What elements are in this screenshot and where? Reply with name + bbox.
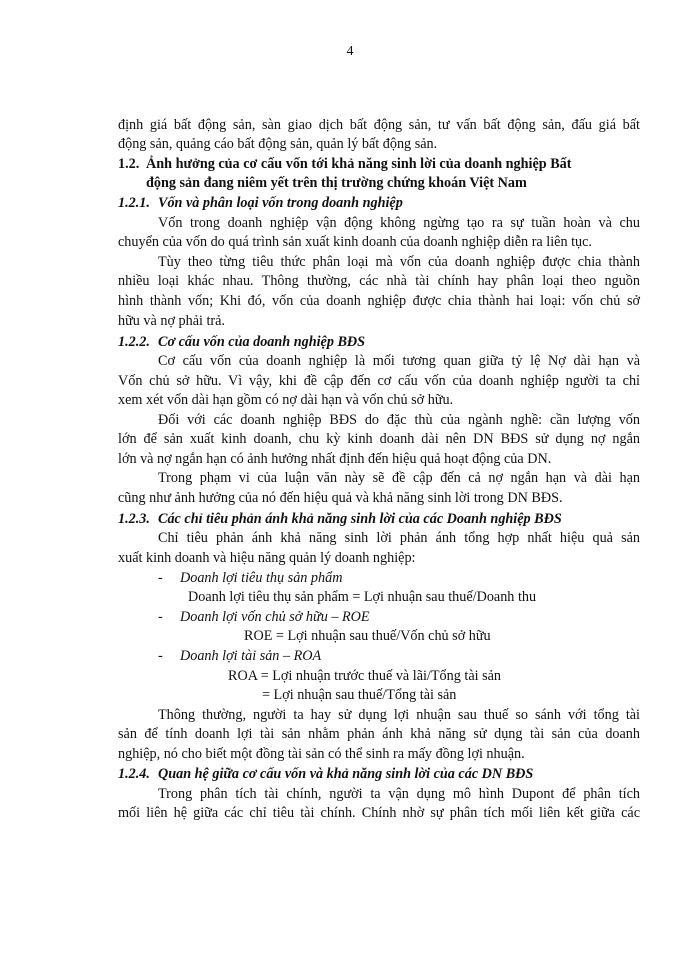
page-number: 4	[346, 44, 354, 59]
paragraph-line: lớn để sản xuất kinh doanh, chu kỳ kinh doanh dài nên DN BĐS sử dụng nợ ngắn	[118, 431, 640, 447]
section-number: 1.2.	[118, 156, 140, 172]
paragraph-line: mối liên hệ giữa các chỉ tiêu tài chính. Chính nhờ sự phân tích mối liên kết giữa các	[118, 805, 640, 821]
section-heading-1-2-cont: động sản đang niêm yết trên thị trường chứng khoán Việt Nam	[146, 175, 527, 191]
bullet-dash: -	[158, 609, 163, 625]
subsection-number: 1.2.1.	[118, 195, 150, 211]
bullet-dash: -	[158, 648, 163, 664]
formula-line: ROA = Lợi nhuận trước thuế và lãi/Tổng tài sản	[228, 668, 502, 684]
formula-line: = Lợi nhuận sau thuế/Tổng tài sản	[262, 687, 457, 703]
subsection-title: Các chỉ tiêu phản ánh khả năng sinh lời của các Doanh nghiệp BĐS	[158, 511, 562, 527]
paragraph-line: chuyển của vốn do quá trình sản xuất kinh doanh của doanh nghiệp diễn ra liên tục.	[118, 234, 592, 250]
bullet-item	[0, 647, 700, 665]
subsection-heading-1-2-1	[118, 194, 640, 212]
paragraph-line: Cơ cấu vốn của doanh nghiệp là mối tương quan giữa tỷ lệ Nợ dài hạn và	[158, 353, 640, 369]
subsection-title: Cơ cấu vốn của doanh nghiệp BĐS	[158, 334, 366, 350]
body-text-line: định giá bất động sản, sàn giao dịch bất động sản, tư vấn bất động sản, đấu giá bất	[118, 117, 640, 133]
subsection-title: Vốn và phân loại vốn trong doanh nghiệp	[158, 195, 403, 211]
paragraph-line: Vốn trong doanh nghiệp vận động không ngừng tạo ra sự tuần hoàn và chu	[158, 215, 640, 231]
paragraph-line: hình thành vốn; Khi đó, vốn của doanh nghiệp được chia thành hai loại: vốn chủ sở	[118, 293, 640, 309]
paragraph-line: nhiều loại khác nhau. Thông thường, các nhà tài chính hay phân loại theo nguồn	[118, 273, 640, 289]
subsection-heading-1-2-3	[118, 510, 640, 528]
section-title: Ảnh hưởng của cơ cấu vốn tới khả năng sinh lời của doanh nghiệp Bất	[146, 156, 572, 172]
bullet-label: Doanh lợi tài sản – ROA	[180, 648, 322, 664]
paragraph-line: nghiệp, nó cho biết một đồng tài sản có thể sinh ra mấy đồng lợi nhuận.	[118, 746, 525, 762]
subsection-number: 1.2.2.	[118, 334, 150, 350]
paragraph-line: Trong phạm vi của luận văn này sẽ đề cập đến cả nợ ngắn hạn và dài hạn	[158, 470, 640, 486]
formula-line: Doanh lợi tiêu thụ sản phẩm = Lợi nhuận sau thuế/Doanh thu	[188, 589, 537, 605]
subsection-number: 1.2.4.	[118, 766, 150, 782]
bullet-label: Doanh lợi vốn chủ sở hữu – ROE	[180, 609, 370, 625]
subsection-heading-1-2-4	[118, 765, 640, 783]
paragraph-line: Đối với các doanh nghiệp BĐS do đặc thù của ngành nghề: cần lượng vốn	[158, 412, 640, 428]
bullet-label: Doanh lợi tiêu thụ sản phẩm	[180, 570, 343, 586]
bullet-item	[0, 569, 700, 587]
paragraph-line: xem xét vốn dài hạn gồm có nợ dài hạn và vốn chủ sở hữu.	[118, 392, 454, 408]
paragraph-line: Chỉ tiêu phản ánh khả năng sinh lời phản ánh tổng hợp nhất hiệu quả sản	[158, 530, 640, 546]
subsection-heading-1-2-2	[118, 333, 640, 351]
body-text-line: động sản, quảng cáo bất động sản, quản lý bất động sản.	[118, 136, 438, 152]
paragraph-line: hữu và nợ phải trả.	[118, 313, 225, 329]
paragraph-line: sản để tính doanh lợi tài sản nhằm phản ánh khả năng sử dụng tài sản của doanh	[118, 726, 640, 742]
formula-line: ROE = Lợi nhuận sau thuế/Vốn chủ sở hữu	[244, 628, 491, 644]
paragraph-line: Tùy theo từng tiêu thức phân loại mà vốn của doanh nghiệp được chia thành	[158, 254, 640, 270]
paragraph-line: lớn và nợ ngắn hạn có ảnh hưởng nhất định đến hiệu quả hoạt động của DN.	[118, 451, 552, 467]
paragraph-line: cũng như ảnh hưởng của nó đến hiệu quả và khả năng sinh lời trong DN BĐS.	[118, 490, 563, 506]
paragraph-line: xuất kinh doanh và hiệu năng quản lý doanh nghiệp:	[118, 550, 416, 566]
subsection-number: 1.2.3.	[118, 511, 150, 527]
paragraph-line: Trong phân tích tài chính, người ta vận dụng mô hình Dupont để phân tích	[158, 786, 640, 802]
paragraph-line: Thông thường, người ta hay sử dụng lợi nhuận sau thuế so sánh với tổng tài	[158, 707, 640, 723]
bullet-dash: -	[158, 570, 163, 586]
section-heading-1-2	[118, 155, 640, 173]
paragraph-line: Vốn chủ sở hữu. Vì vậy, khi đề cập đến cơ cấu vốn của doanh nghiệp người ta chỉ	[118, 373, 640, 389]
bullet-item	[0, 608, 700, 626]
subsection-title: Quan hệ giữa cơ cấu vốn và khả năng sinh lời của các DN BĐS	[158, 766, 534, 782]
